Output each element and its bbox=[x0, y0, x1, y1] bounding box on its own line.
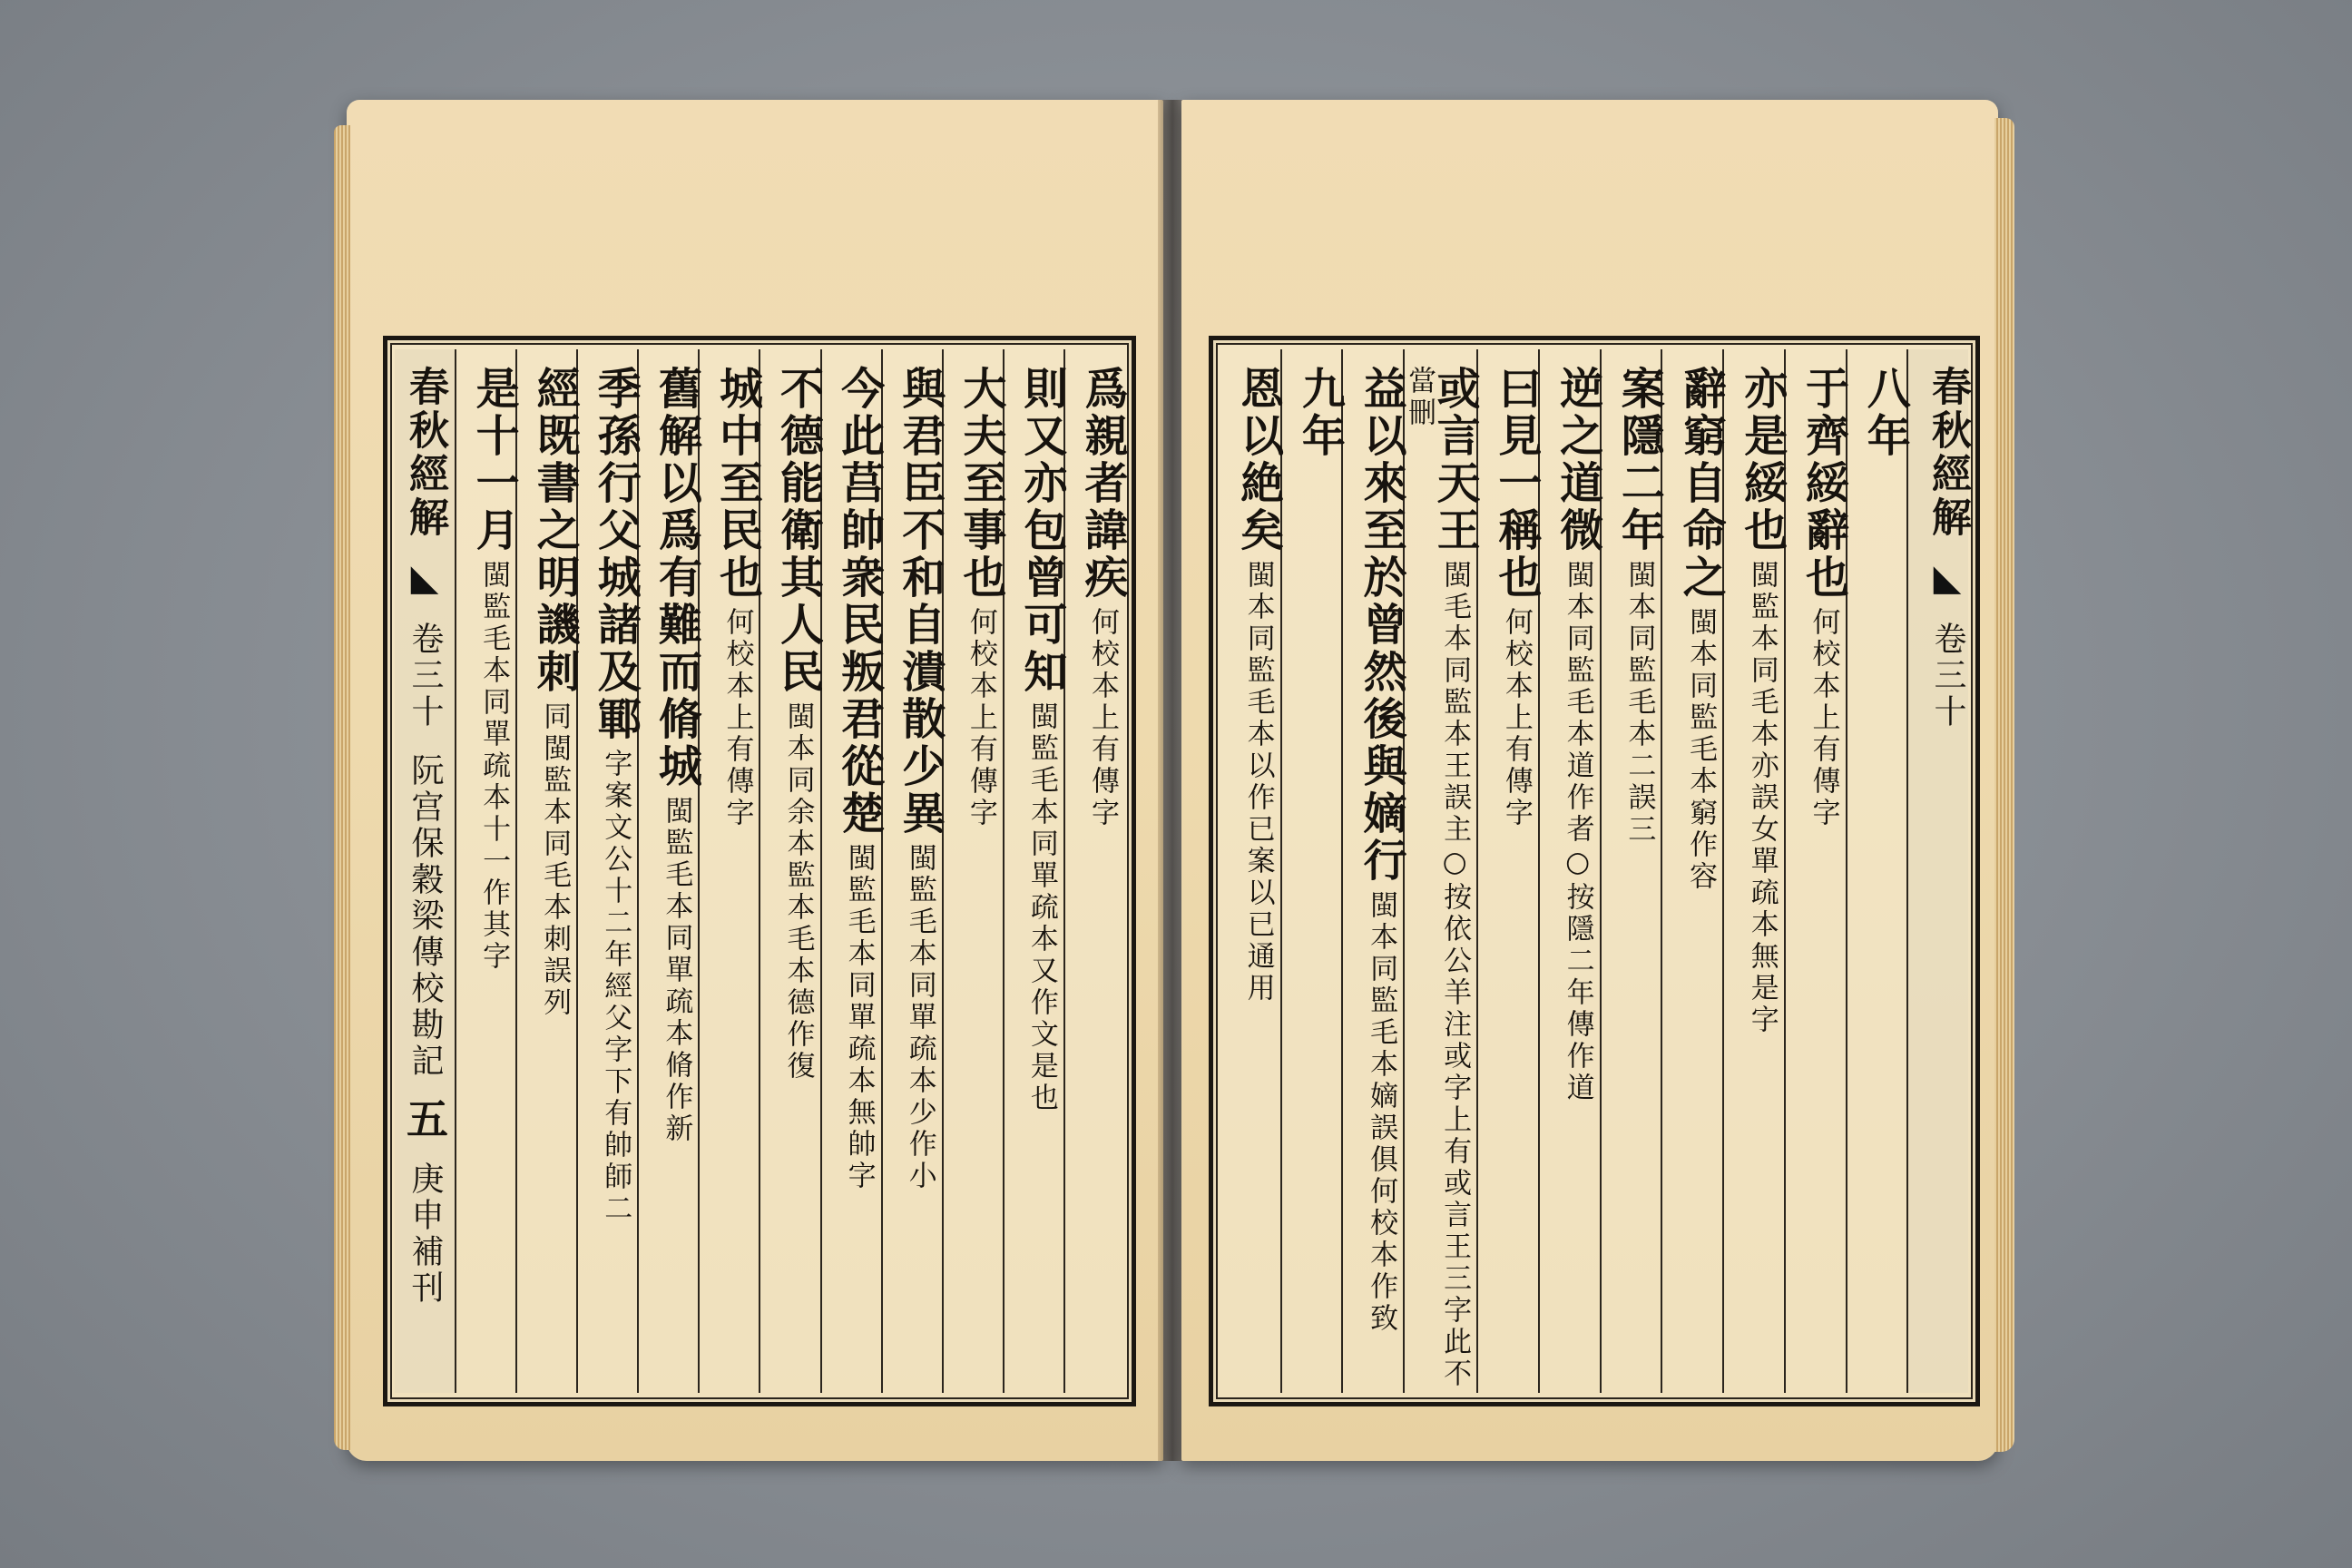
right-columns bbox=[1220, 349, 1971, 1393]
annotation-text: 閩本同監毛本二誤三 bbox=[1622, 560, 1656, 846]
main-text: 八年 bbox=[1859, 366, 1911, 460]
text-column bbox=[1003, 349, 1067, 1393]
text-column bbox=[515, 349, 581, 1393]
annotation-text: 何校本上有傳字 bbox=[1086, 607, 1119, 829]
left-columns bbox=[395, 349, 1128, 1393]
annotation-text: 何校本上有傳字 bbox=[720, 607, 754, 829]
book-subtitle: 阮宫保穀梁傳校勘記 bbox=[406, 753, 444, 1080]
annotation-text: 同閩監本同毛本刺誤列 bbox=[538, 701, 572, 1019]
fish-tail-mark-icon: ◣ bbox=[403, 557, 446, 599]
left-center-margin bbox=[395, 349, 455, 1393]
main-text: 于齊綏辭也 bbox=[1798, 366, 1849, 602]
main-text: 益以來至於曾然後與嫡行 bbox=[1356, 366, 1407, 885]
annotation-text: 閩本同余本監本毛本德作復 bbox=[781, 701, 815, 1083]
annotation-text: 閩監毛本同單疏本十一作其字 bbox=[477, 560, 511, 973]
left-page bbox=[347, 100, 1163, 1461]
main-text: 亦是綏也 bbox=[1736, 366, 1788, 554]
main-text: 是十一月 bbox=[468, 366, 520, 554]
text-column bbox=[1220, 349, 1284, 1393]
main-text: 爲親者諱疾 bbox=[1077, 366, 1128, 602]
juan-number: 卷三十 bbox=[406, 622, 444, 730]
text-column bbox=[759, 349, 824, 1393]
text-column bbox=[1722, 349, 1788, 1393]
annotation-text: 閩監本同毛本亦誤女單疏本無是字 bbox=[1745, 560, 1779, 1036]
text-column bbox=[881, 349, 946, 1393]
main-text: 城中至民也 bbox=[711, 366, 763, 602]
fish-tail-mark-icon: ◣ bbox=[1926, 557, 1968, 599]
main-text: 九年 bbox=[1294, 366, 1346, 460]
text-column bbox=[1063, 349, 1128, 1393]
main-text: 舊解以爲有難而脩城 bbox=[651, 366, 702, 790]
main-text: 大夫至事也 bbox=[955, 366, 1006, 602]
text-column bbox=[1476, 349, 1542, 1393]
right-page bbox=[1181, 100, 1998, 1461]
annotation-text: 閩監毛本同單疏本少作小 bbox=[903, 843, 936, 1192]
annotation-text: 閩監毛本同單疏本又作文是也 bbox=[1024, 701, 1058, 1114]
open-book bbox=[347, 91, 2025, 1488]
page-number: 五 bbox=[399, 1097, 449, 1139]
text-column bbox=[820, 349, 885, 1393]
annotation-text: 閩本同監毛本以作已案以已通用 bbox=[1241, 560, 1275, 1004]
main-text: 逆之道微 bbox=[1552, 366, 1603, 554]
text-column bbox=[1600, 349, 1665, 1393]
right-page-edges bbox=[1994, 118, 2014, 1452]
text-column bbox=[1846, 349, 1911, 1393]
main-text: 今此莒帥衆民叛君從楚 bbox=[833, 366, 885, 838]
annotation-text: 字案文公十二年經父字下有帥師二 bbox=[599, 749, 632, 1225]
text-column bbox=[1403, 349, 1481, 1393]
annotation-text: 閩毛本同監本王誤主○按依公羊注或字上有或言王三字此不當刪 bbox=[1403, 366, 1472, 1390]
annotation-text: 閩監毛本同單疏本脩作新 bbox=[660, 796, 693, 1145]
main-text: 或言天王 bbox=[1429, 366, 1481, 554]
right-text-frame bbox=[1209, 336, 1980, 1406]
main-text: 恩以絶矣 bbox=[1232, 366, 1284, 554]
annotation-text: 閩監毛本同單疏本無帥字 bbox=[842, 843, 876, 1192]
text-column bbox=[637, 349, 702, 1393]
main-text: 案隱二年 bbox=[1613, 366, 1665, 554]
juan-number: 卷三十 bbox=[1929, 622, 1966, 730]
right-center-margin bbox=[1906, 349, 1971, 1393]
main-text: 與君臣不和自潰散少異 bbox=[894, 366, 946, 838]
text-column bbox=[698, 349, 763, 1393]
annotation-text: 閩本同監毛本嫡誤俱何校本作致 bbox=[1365, 890, 1398, 1335]
main-text: 季孫行父城諸及鄆 bbox=[590, 366, 642, 743]
text-column bbox=[455, 349, 520, 1393]
annotation-text: 何校本上有傳字 bbox=[1499, 607, 1533, 829]
text-column bbox=[942, 349, 1006, 1393]
annotation-text: 閩本同監毛本窮作容 bbox=[1684, 607, 1718, 893]
main-text: 則又亦包曾可知 bbox=[1015, 366, 1067, 696]
main-text: 辭窮自命之 bbox=[1675, 366, 1727, 602]
main-text: 經既書之明譏刺 bbox=[529, 366, 581, 696]
annotation-text: 何校本上有傳字 bbox=[964, 607, 997, 829]
left-text-frame bbox=[383, 336, 1136, 1406]
book-title: 春秋經解 bbox=[401, 366, 448, 540]
main-text: 不德能衛其人民 bbox=[772, 366, 824, 696]
book-title: 春秋經解 bbox=[1925, 366, 1971, 540]
text-column bbox=[1280, 349, 1346, 1393]
left-page-edges bbox=[334, 125, 350, 1450]
text-column bbox=[576, 349, 642, 1393]
annotation-text: 何校本上有傳字 bbox=[1807, 607, 1840, 829]
annotation-text: 閩本同監毛本道作者○按隱二年傳作道 bbox=[1561, 560, 1594, 1104]
text-column bbox=[1784, 349, 1849, 1393]
text-column bbox=[1538, 349, 1603, 1393]
text-column bbox=[1661, 349, 1727, 1393]
main-text: 曰見一稱也 bbox=[1490, 366, 1542, 602]
text-column bbox=[1341, 349, 1407, 1393]
reprint-note: 庚申補刊 bbox=[406, 1161, 444, 1307]
